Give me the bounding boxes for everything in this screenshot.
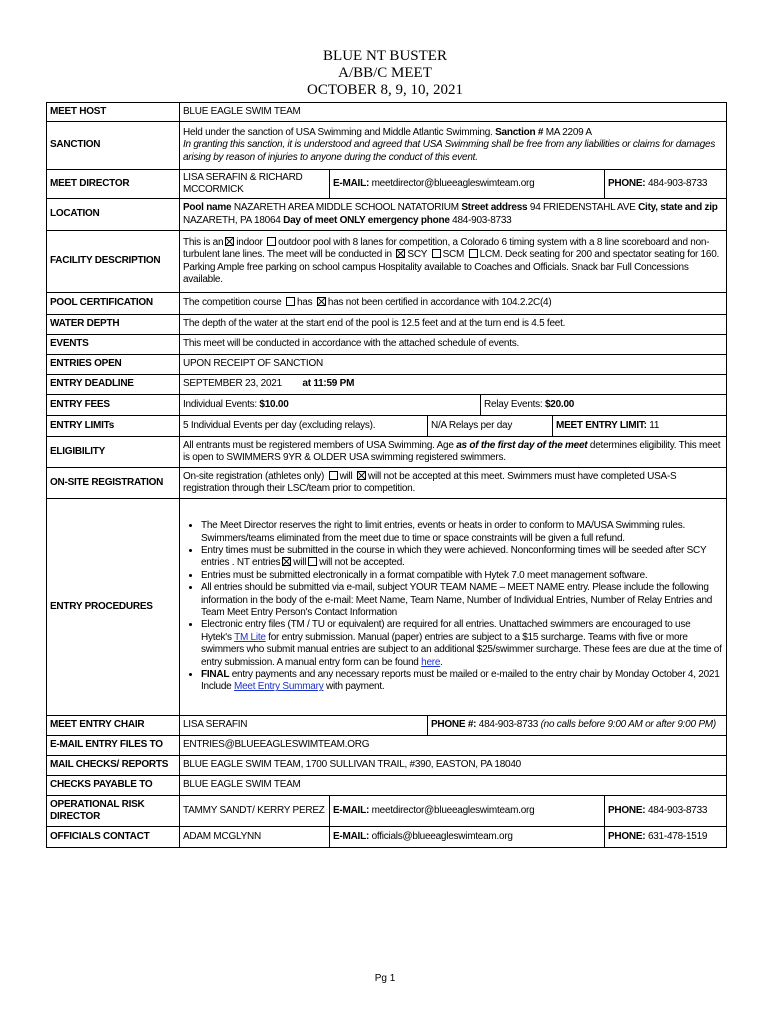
entry-procedures-value	[180, 499, 727, 716]
label-entries-open: ENTRIES OPEN	[47, 355, 180, 375]
street-address: 94 FRIEDENSTAHL AVE	[529, 202, 636, 214]
procedure-item	[201, 619, 723, 669]
meet-director-email-value: meetdirector@blueeagleswimteam.org	[371, 177, 535, 189]
eligibility-text-1: All entrants must be registered members of USA Swimming. Age	[183, 439, 454, 451]
relay-fee-value: $20.00	[544, 398, 575, 410]
scm-label: SCM	[442, 249, 465, 261]
sanction-number-label: Sanction #	[495, 126, 544, 138]
sanction-disclaimer: In granting this sanction, it is understood and agreed that USA Swimming shall be free from any liabilities or claims for damages arising by reason of injuries to anyone during the conduct of this event.	[183, 139, 716, 163]
lcm-label: LCM.	[479, 249, 503, 261]
entry-chair-name: LISA SERAFIN	[180, 716, 428, 736]
sanction-number: MA 2209 A	[545, 126, 592, 138]
label-email-entry-files: E-MAIL ENTRY FILES TO	[47, 736, 180, 756]
label-eligibility: ELIGIBILITY	[47, 437, 180, 468]
location-value	[180, 199, 727, 231]
officials-phone-label: PHONE:	[608, 830, 646, 842]
procedure-item	[201, 570, 723, 582]
individual-fee-label: Individual Events:	[183, 398, 257, 410]
page-number: Pg 1	[374, 973, 396, 984]
nt-will-label: will	[293, 557, 307, 569]
street-label: Street address	[461, 202, 528, 214]
individual-fee	[180, 395, 481, 416]
procedure-text: Entry times must be submitted in the course in which they were achieved. Nonconforming times will be seeded after SCY entries . NT entries	[201, 544, 707, 569]
officials-phone	[605, 827, 727, 848]
officials-email	[330, 827, 605, 848]
meet-title: BLUE NT BUSTER	[323, 48, 447, 64]
risk-email-value: meetdirector@blueeagleswimteam.org	[371, 804, 535, 816]
meet-director-email-label: E-MAIL:	[333, 177, 370, 189]
label-entry-fees: ENTRY FEES	[47, 395, 180, 416]
procedure-item	[201, 545, 723, 570]
procedure-text: The Meet Director reserves the right to limit entries, events or heats in order to conform to MA/USA Swimming rules. Swimmers/teams eliminated from the meet due to time or space constraints will be given a full refund.	[201, 520, 685, 544]
scy-checkbox[interactable]	[396, 249, 405, 258]
pool-certification-value	[180, 293, 727, 315]
label-meet-host: MEET HOST	[47, 103, 180, 122]
label-meet-entry-chair: MEET ENTRY CHAIR	[47, 716, 180, 736]
indoor-label: indoor	[236, 236, 263, 248]
meet-entry-summary-link[interactable]: Meet Entry Summary	[234, 681, 324, 693]
label-pool-certification: POOL CERTIFICATION	[47, 293, 180, 315]
entries-open-value: UPON RECEIPT OF SANCTION	[180, 355, 727, 375]
label-events: EVENTS	[47, 335, 180, 355]
officials-email-value: officials@blueeagleswimteam.org	[371, 830, 513, 842]
has-checkbox[interactable]	[286, 297, 295, 306]
meet-host-value: BLUE EAGLE SWIM TEAM	[180, 103, 727, 122]
eligibility-text-2: determines eligibility. This meet is open to SWIMMERS 9YR & OLDER USA swimming registered swimmers.	[183, 439, 721, 463]
facility-description: outdoor pool with 8 lanes for competition, a Colorado 6 timing system with a 8 line scoreboard and non-turbulent lane lines. The meet will be conducted in	[183, 236, 710, 261]
procedure-item	[201, 582, 723, 619]
onsite-text-1: On-site registration (athletes only)	[183, 470, 325, 482]
relay-fee	[481, 395, 727, 416]
label-onsite-registration: ON-SITE REGISTRATION	[47, 468, 180, 499]
nt-will-checkbox[interactable]	[282, 557, 291, 566]
risk-director-name: TAMMY SANDT/ KERRY PEREZ	[180, 796, 330, 827]
procedure-text: Electronic entry files (TM / TU or equivalent) are required for all entries. Unattached swimmers are encouraged to use Hytek's	[201, 619, 691, 643]
has-label: has	[296, 297, 313, 309]
meet-director-email	[330, 170, 605, 199]
mail-checks-value: BLUE EAGLE SWIM TEAM, 1700 SULLIVAN TRAIL, #390, EASTON, PA 18040	[180, 756, 727, 776]
onsite-registration-value	[180, 468, 727, 499]
officials-email-label: E-MAIL:	[333, 830, 370, 842]
facility-seating: Deck seating for 200 and spectator seating for 160. Parking Ample free parking on school campus Hospitality available to Coaches and Officials. Snack bar Full Concessions available.	[183, 249, 720, 285]
label-officials-contact: OFFICIALS CONTACT	[47, 827, 180, 848]
onsite-will-not-checkbox[interactable]	[357, 471, 366, 480]
label-checks-payable: CHECKS PAYABLE TO	[47, 776, 180, 796]
label-entry-procedures: ENTRY PROCEDURES	[47, 499, 180, 716]
email-entry-files-value: ENTRIES@BLUEEAGLESWIMTEAM.ORG	[180, 736, 727, 756]
relay-limit: N/A Relays per day	[428, 416, 553, 437]
officials-phone-value: 631-478-1519	[647, 830, 708, 842]
lcm-checkbox[interactable]	[469, 249, 478, 258]
label-entry-deadline: ENTRY DEADLINE	[47, 375, 180, 395]
risk-phone-label: PHONE:	[608, 804, 646, 816]
procedure-text: entry payments and any necessary reports must be mailed or e-mailed to the entry chair by Monday October 4, 2021 Include	[201, 669, 720, 693]
emergency-phone: 484-903-8733	[452, 214, 512, 226]
procedure-text: for entry submission. Manual (paper) entries are subject to a $15 surcharge. Teams with five or more swimmers who submit manual entries are subject to an additional $25/swimmer surcharge. These fees are due at the time of entry submission. A manual entry form can be found	[201, 631, 722, 668]
procedure-item	[201, 669, 723, 694]
scm-checkbox[interactable]	[432, 249, 441, 258]
label-sanction: SANCTION	[47, 122, 180, 170]
sanction-value	[180, 122, 727, 170]
entry-chair-phone-label: PHONE #:	[431, 719, 477, 731]
label-meet-director: MEET DIRECTOR	[47, 170, 180, 199]
final-label: FINAL	[201, 669, 230, 681]
label-facility: FACILITY DESCRIPTION	[47, 231, 180, 293]
city-value: NAZARETH, PA 18064	[183, 214, 281, 226]
label-mail-checks: MAIL CHECKS/ REPORTS	[47, 756, 180, 776]
label-location: LOCATION	[47, 199, 180, 231]
onsite-text-2: will not be accepted at this meet. Swimmers must have completed USA-S registration through their LSC/team prior to competition.	[183, 470, 677, 494]
has-not-checkbox[interactable]	[317, 297, 326, 306]
meet-info-table	[46, 102, 727, 848]
meet-director-phone-label: PHONE:	[608, 177, 646, 189]
meet-entry-limit	[553, 416, 727, 437]
scy-label: SCY	[407, 249, 428, 261]
risk-email-label: E-MAIL:	[333, 804, 370, 816]
entry-chair-phone-value: 484-903-8733	[478, 719, 539, 731]
sanction-text: Held under the sanction of USA Swimming and Middle Atlantic Swimming.	[183, 126, 493, 138]
deadline-date: SEPTEMBER 23, 2021	[183, 378, 282, 390]
label-water-depth: WATER DEPTH	[47, 315, 180, 335]
water-depth-value: The depth of the water at the start end of the pool is 12.5 feet and at the turn end is 4.5 feet.	[180, 315, 727, 335]
pool-cert-intro: The competition course	[183, 297, 282, 309]
meet-director-phone-value: 484-903-8733	[647, 177, 708, 189]
relay-fee-label: Relay Events:	[484, 398, 543, 410]
procedure-text: with payment.	[325, 681, 385, 693]
facility-value	[180, 231, 727, 293]
entry-chair-call-note: (no calls before 9:00 AM or after 9:00 PM)	[540, 719, 716, 731]
events-value: This meet will be conducted in accordance with the attached schedule of events.	[180, 335, 727, 355]
procedure-text: Entries must be submitted electronically in a format compatible with Hytek 7.0 meet management software.	[201, 569, 648, 581]
meet-entry-limit-value: 11	[649, 419, 660, 431]
facility-intro: This is an	[183, 236, 224, 248]
meet-director-phone	[605, 170, 727, 199]
nt-will-not-checkbox[interactable]	[308, 557, 317, 566]
manual-entry-form-link[interactable]: here	[421, 656, 441, 668]
outdoor-checkbox[interactable]	[267, 237, 276, 246]
risk-director-phone	[605, 796, 727, 827]
entry-chair-phone	[428, 716, 727, 736]
pool-name-label: Pool name	[183, 202, 232, 214]
checks-payable-value: BLUE EAGLE SWIM TEAM	[180, 776, 727, 796]
individual-fee-value: $10.00	[259, 398, 289, 410]
eligibility-value	[180, 437, 727, 468]
procedure-item	[201, 520, 723, 545]
risk-director-email	[330, 796, 605, 827]
meet-director-name: LISA SERAFIN & RICHARD MCCORMICK	[180, 170, 330, 199]
label-entry-limits: ENTRY LIMITs	[47, 416, 180, 437]
meet-entry-limit-label: MEET ENTRY LIMIT:	[556, 419, 647, 431]
officials-name: ADAM MCGLYNN	[180, 827, 330, 848]
label-operational-risk: OPERATIONAL RISK DIRECTOR	[47, 796, 180, 827]
procedure-text: .	[440, 656, 443, 668]
onsite-will-checkbox[interactable]	[329, 471, 338, 480]
has-not-label: has not been certified in accordance with 104.2.2C(4)	[327, 297, 552, 309]
procedures-list	[183, 520, 723, 694]
indoor-checkbox[interactable]	[225, 237, 234, 246]
deadline-time: at 11:59 PM	[302, 378, 355, 390]
onsite-will-label: will	[339, 470, 353, 482]
meet-dates: OCTOBER 8, 9, 10, 2021	[307, 82, 463, 98]
tm-lite-link[interactable]: TM Lite	[234, 631, 266, 643]
pool-name: NAZARETH AREA MIDDLE SCHOOL NATATORIUM	[233, 202, 459, 214]
individual-limit: 5 Individual Events per day (excluding relays).	[180, 416, 428, 437]
procedure-text: All entries should be submitted via e-mail, subject YOUR TEAM NAME – MEET NAME entry. Please include the following information in the body of the e-mail: Meet Name, Team Name, Number of Individual Entries, Number of Relay Entries and Team Meet Entry Person's Contact Information	[201, 582, 713, 618]
risk-phone-value: 484-903-8733	[647, 804, 708, 816]
meet-subtitle: A/BB/C MEET	[338, 65, 432, 81]
entry-deadline-value	[180, 375, 727, 395]
eligibility-age-rule: as of the first day of the meet	[456, 439, 588, 451]
city-label: City, state and zip	[638, 202, 718, 214]
emergency-phone-label: Day of meet ONLY emergency phone	[283, 214, 450, 226]
nt-will-not-label: will not be accepted.	[319, 557, 405, 569]
